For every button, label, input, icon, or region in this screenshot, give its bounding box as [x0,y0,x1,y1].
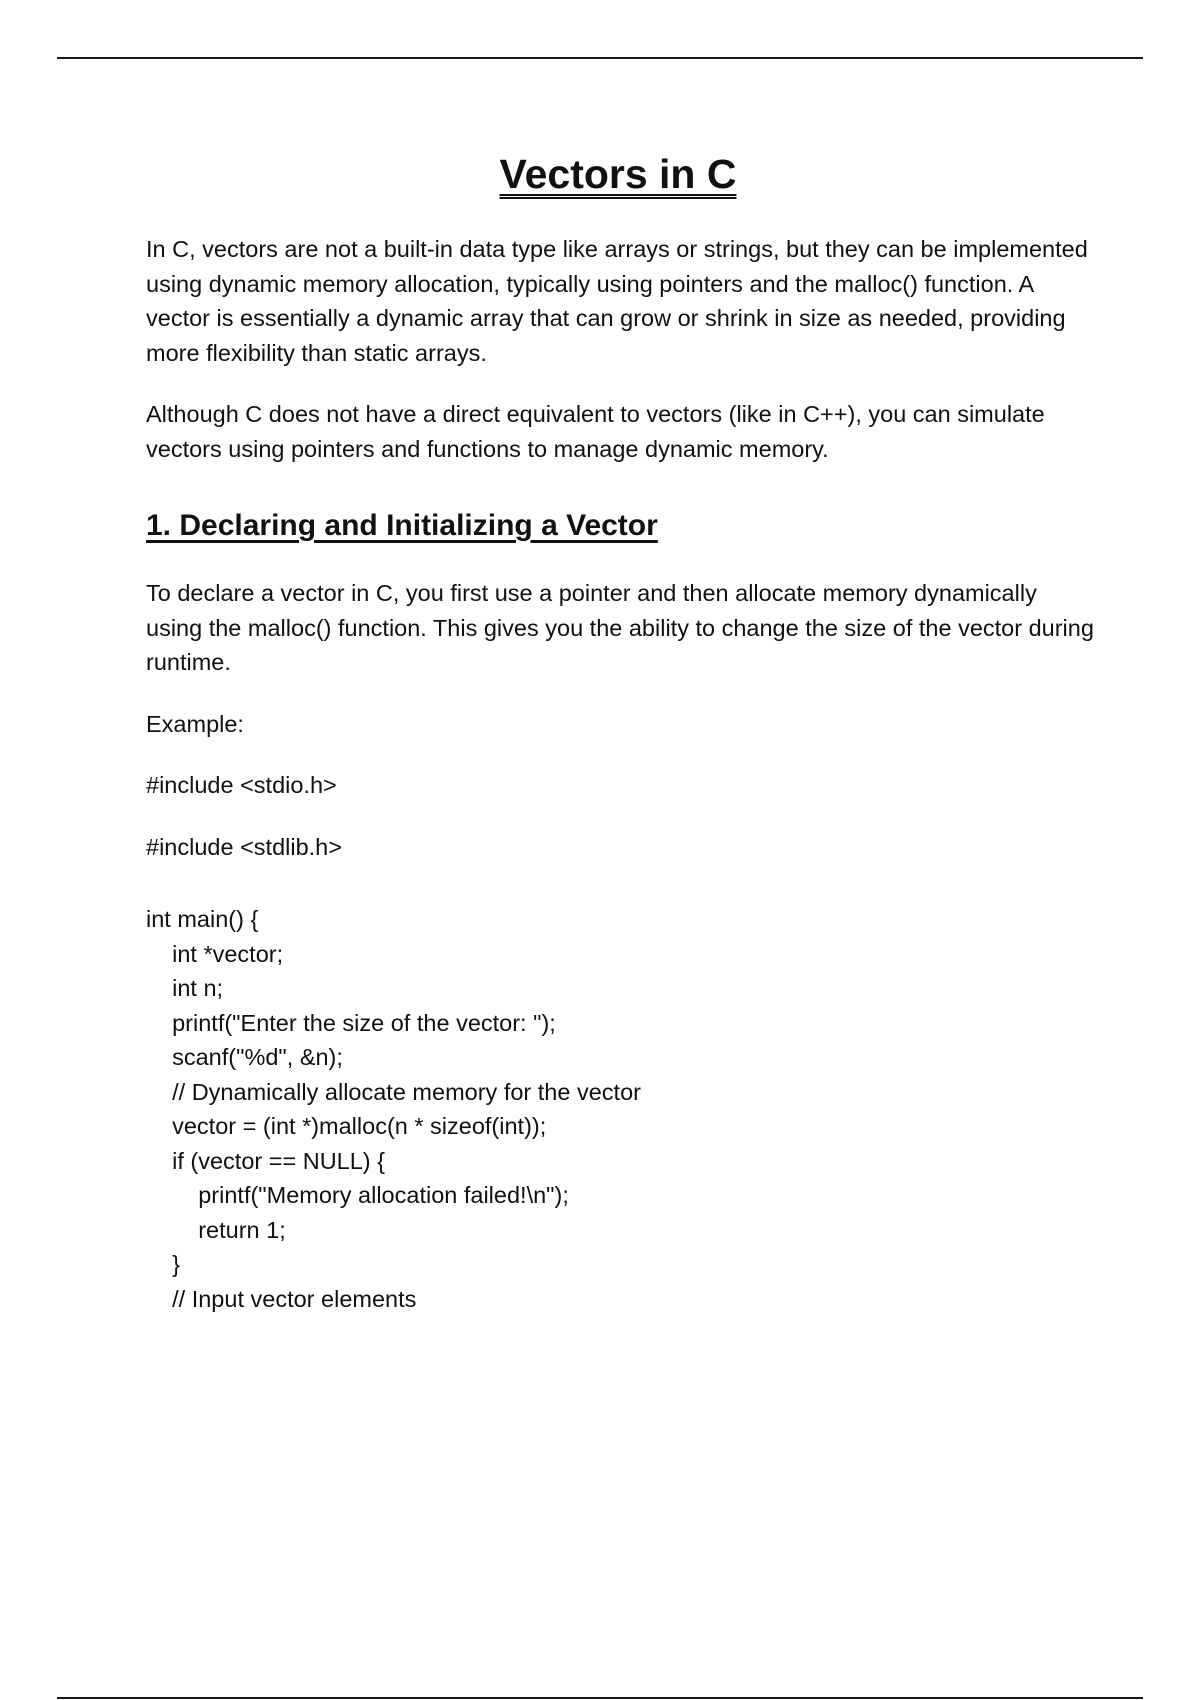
header-rule [57,57,1143,59]
code-line: vector = (int *)malloc(n * sizeof(int)); [146,1113,547,1139]
document-body [146,232,1096,1316]
code-include-stdio: #include <stdio.h> [146,772,337,798]
footer-rule [57,1697,1143,1699]
section-paragraph: To declare a vector in C, you first use a pointer and then allocate memory dynamically using the malloc() function. This gives you the ability to change the size of the vector during runtime. [146,580,1094,675]
code-line: // Input vector elements [146,1285,417,1312]
example-label: Example: [146,710,244,737]
code-line: int *vector; [146,940,284,967]
intro-paragraph-2: Although C does not have a direct equivalent to vectors (like in C++), you can simulate vectors using pointers and functions to manage dynamic memory. [146,401,1045,462]
code-line: if (vector == NULL) { [146,1147,386,1174]
code-line: int main() { [146,906,259,932]
section-heading-declaring: 1. Declaring and Initializing a Vector [146,509,658,542]
page-title-text: Vectors in C [499,151,737,197]
code-block-main [146,902,1096,1316]
page-title [0,146,1200,202]
code-line: // Dynamically allocate memory for the vector [146,1078,641,1105]
code-line: int n; [146,975,224,1001]
code-line: printf("Enter the size of the vector: "); [146,1009,556,1036]
code-line: printf("Memory allocation failed!\n"); [146,1182,569,1208]
code-line: scanf("%d", &n); [146,1044,343,1070]
code-line: } [146,1251,180,1277]
intro-paragraph-1: In C, vectors are not a built-in data type like arrays or strings, but they can be implemented using dynamic memory allocation, typically using pointers and the malloc() function. A vector is essentially a dynamic array that can grow or shrink in size as needed, providing more flexibility than static arrays. [146,236,1088,366]
code-include-stdlib: #include <stdlib.h> [146,833,342,860]
code-line: return 1; [146,1216,286,1243]
